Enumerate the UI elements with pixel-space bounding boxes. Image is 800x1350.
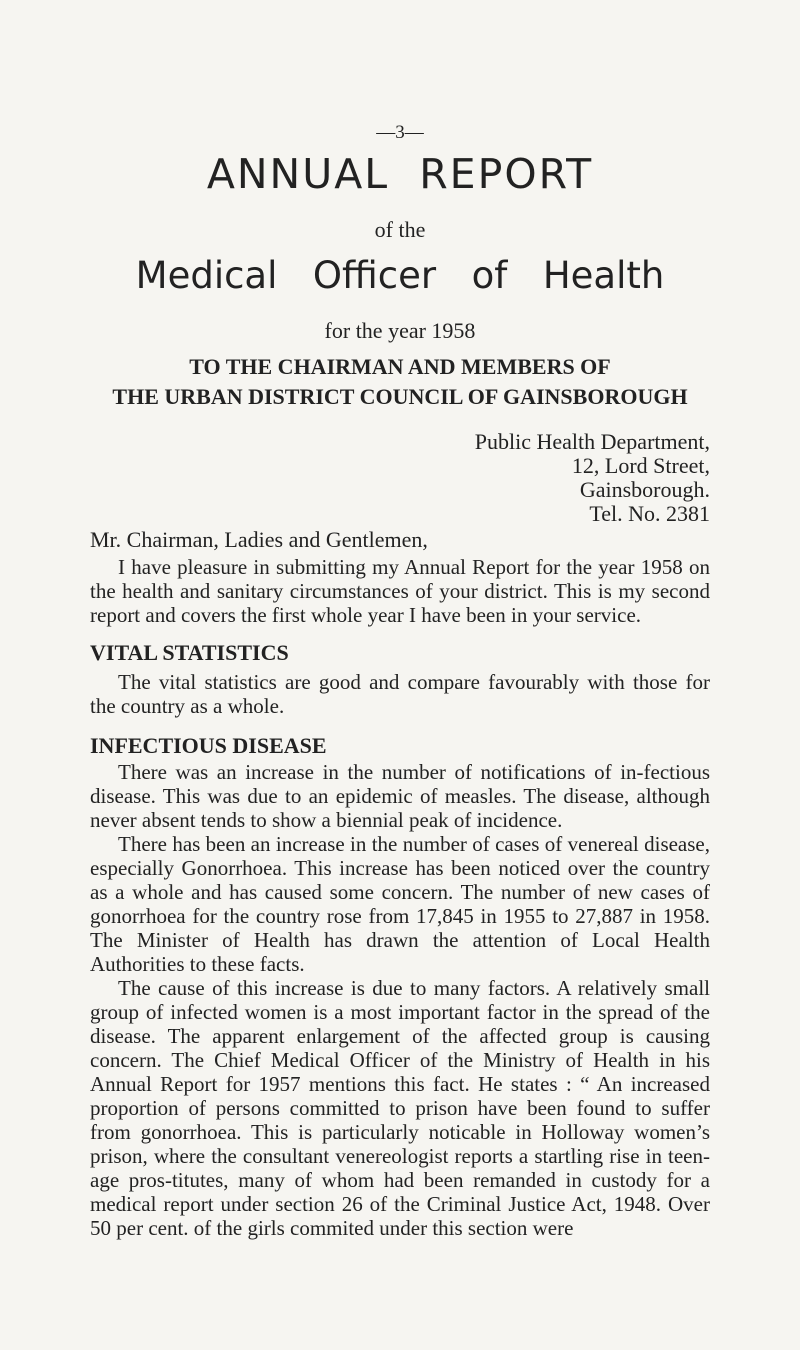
report-title: ANNUAL REPORT bbox=[206, 150, 594, 198]
infectious-disease-block bbox=[90, 760, 710, 1240]
section-heading-infectious-disease: INFECTIOUS DISEASE bbox=[90, 733, 327, 758]
addressee-block bbox=[0, 352, 800, 412]
addressee-line-1: TO THE CHAIRMAN AND MEMBERS OF bbox=[189, 354, 611, 379]
infectious-paragraph-1: There was an increase in the number of notifications of in-fectious disease. This was due to an epidemic of measles. The disease, although never absent tends to show a biennial peak of incidence. bbox=[90, 760, 710, 832]
address-line-2: 12, Lord Street, bbox=[571, 453, 710, 478]
vital-statistics-block bbox=[90, 670, 710, 718]
sender-address bbox=[340, 430, 710, 526]
salutation: Mr. Chairman, Ladies and Gentlemen, bbox=[90, 527, 428, 552]
address-line-1: Public Health Department, bbox=[474, 429, 710, 454]
section-heading-vital-statistics: VITAL STATISTICS bbox=[90, 640, 289, 665]
intro-block bbox=[90, 555, 710, 627]
infectious-paragraph-2: There has been an increase in the number of cases of venereal disease, especially Gonorrhoea. This increase has been noticed over the country as a whole and has caused some concern. The number of new cases of gonorrhoea for the country rose from 17,845 in 1955 to 27,887 in 1958. The Minister of Health has drawn the attention of Local Health Authorities to these facts. bbox=[90, 832, 710, 976]
address-line-4: Tel. No. 2381 bbox=[589, 501, 710, 526]
vital-statistics-paragraph: The vital statistics are good and compare favourably with those for the country as a whole. bbox=[90, 670, 710, 718]
intro-paragraph: I have pleasure in submitting my Annual Report for the year 1958 on the health and sanitary circumstances of your district. This is my second report and covers the first whole year I have been in your service. bbox=[90, 555, 710, 627]
page-number: —3— bbox=[376, 122, 424, 143]
infectious-paragraph-3: The cause of this increase is due to many factors. A relatively small group of infected women is a most important factor in the spread of the disease. The apparent enlargement of the affected group is causing concern. The Chief Medical Officer of the Ministry of Health in his Annual Report for 1957 mentions this fact. He states : “ An increased proportion of persons committed to prison have been found to suffer from gonorrhoea. This is particularly noticable in Holloway women’s prison, where the consultant venereologist reports a startling rise in teen-age pros-titutes, many of whom had been remanded in custody for a medical report under section 26 of the Criminal Justice Act, 1948. Over 50 per cent. of the girls commited under this section were bbox=[90, 976, 710, 1240]
report-year-line: for the year 1958 bbox=[324, 318, 476, 343]
addressee-line-2: THE URBAN DISTRICT COUNCIL OF GAINSBOROUGH bbox=[112, 384, 688, 409]
address-line-3: Gainsborough. bbox=[579, 477, 710, 502]
of-the-line: of the bbox=[374, 217, 426, 242]
report-subtitle: Medical Officer of Health bbox=[135, 254, 665, 297]
